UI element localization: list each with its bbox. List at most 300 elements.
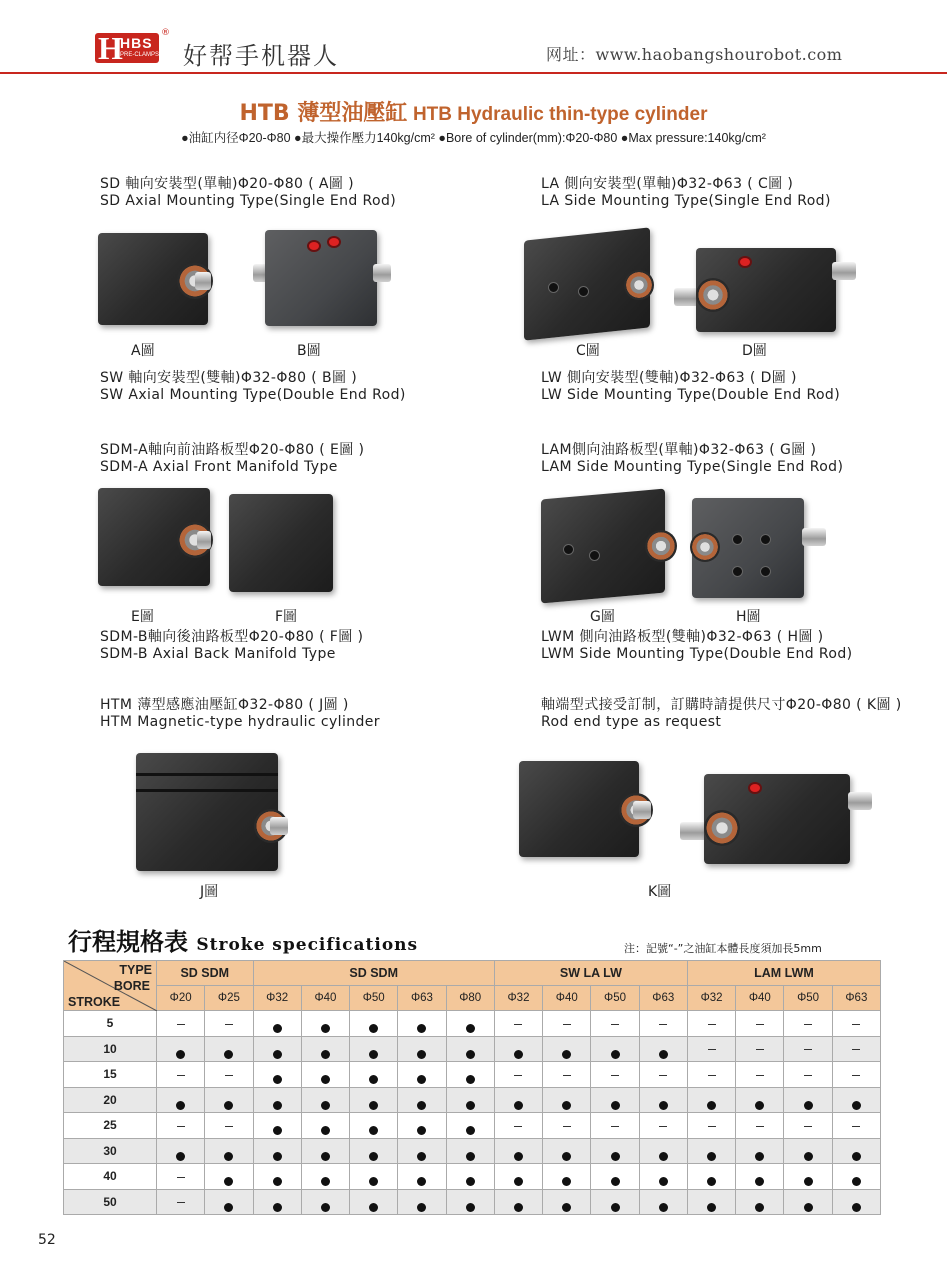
dash-icon	[177, 1202, 185, 1203]
corner-type-label: TYPE	[119, 963, 152, 977]
image-e	[95, 484, 220, 599]
available-dot-icon	[562, 1101, 571, 1110]
available-dot-icon	[466, 1126, 475, 1135]
available-dot-icon	[659, 1050, 668, 1059]
dash-icon	[852, 1075, 860, 1076]
available-dot-icon	[321, 1203, 330, 1212]
group-header: LAM LWM	[687, 961, 880, 986]
bore-header: Φ63	[398, 986, 446, 1011]
available-dot-icon	[321, 1152, 330, 1161]
stroke-title-en: Stroke specifications	[196, 935, 419, 955]
dash-icon	[708, 1024, 716, 1025]
available-dot-icon	[466, 1152, 475, 1161]
extended-cell	[687, 1113, 735, 1139]
extended-cell	[157, 1189, 205, 1215]
available-cell	[446, 1113, 494, 1139]
available-dot-icon	[611, 1203, 620, 1212]
corner-bore-label: BORE	[113, 979, 150, 993]
available-dot-icon	[321, 1050, 330, 1059]
caption-lam-zh: LAM側向油路板型(單軸)Φ32-Φ63 ( G圖 )	[541, 442, 817, 458]
available-cell	[784, 1189, 832, 1215]
extended-cell	[832, 1113, 880, 1139]
caption-lw	[541, 370, 840, 404]
page-subtitle: ●油缸内径Φ20-Φ80 ●最大操作壓力140kg/cm² ●Bore of cylinder(mm):Φ20-Φ80 ●Max pressure:140kg/cm²	[181, 131, 766, 145]
available-cell	[494, 1087, 542, 1113]
stroke-value: 40	[64, 1164, 157, 1190]
available-cell	[253, 1113, 301, 1139]
available-dot-icon	[224, 1050, 233, 1059]
available-dot-icon	[224, 1177, 233, 1186]
caption-lam-en: LAM Side Mounting Type(Single End Rod)	[541, 459, 844, 475]
stroke-title-zh: 行程規格表	[68, 927, 188, 956]
stroke-value: 15	[64, 1062, 157, 1088]
available-dot-icon	[852, 1152, 861, 1161]
available-dot-icon	[321, 1126, 330, 1135]
available-dot-icon	[852, 1101, 861, 1110]
bore-header: Φ40	[736, 986, 784, 1011]
available-cell	[543, 1087, 591, 1113]
table-header-bores	[64, 986, 881, 1011]
available-dot-icon	[321, 1024, 330, 1033]
available-dot-icon	[417, 1024, 426, 1033]
available-cell	[205, 1087, 253, 1113]
available-dot-icon	[417, 1177, 426, 1186]
table-row	[64, 1087, 881, 1113]
dash-icon	[708, 1049, 716, 1050]
available-dot-icon	[562, 1152, 571, 1161]
extended-cell	[687, 1011, 735, 1037]
dash-icon	[804, 1024, 812, 1025]
available-dot-icon	[611, 1152, 620, 1161]
available-dot-icon	[466, 1024, 475, 1033]
available-dot-icon	[273, 1075, 282, 1084]
stroke-note: 注：記號“-”之油缸本體長度須加長5mm	[624, 942, 822, 955]
available-dot-icon	[417, 1126, 426, 1135]
stroke-value: 20	[64, 1087, 157, 1113]
available-cell	[784, 1087, 832, 1113]
available-dot-icon	[466, 1177, 475, 1186]
available-cell	[446, 1164, 494, 1190]
caption-sw	[100, 370, 406, 404]
available-dot-icon	[514, 1177, 523, 1186]
available-cell	[543, 1036, 591, 1062]
available-cell	[398, 1189, 446, 1215]
caption-htm-en: HTM Magnetic-type hydraulic cylinder	[100, 714, 380, 730]
available-cell	[253, 1062, 301, 1088]
caption-sdma	[100, 442, 364, 476]
logo-text: HBS	[120, 35, 153, 51]
figure-label-c: C圖	[576, 343, 600, 359]
dash-icon	[804, 1126, 812, 1127]
available-cell	[687, 1164, 735, 1190]
available-dot-icon	[321, 1101, 330, 1110]
available-cell	[446, 1189, 494, 1215]
available-cell	[591, 1036, 639, 1062]
caption-sd	[100, 176, 396, 210]
caption-sw-zh: SW 軸向安裝型(雙軸)Φ32-Φ80 ( B圖 )	[100, 370, 358, 386]
available-dot-icon	[273, 1050, 282, 1059]
available-cell	[736, 1138, 784, 1164]
available-dot-icon	[659, 1203, 668, 1212]
extended-cell	[494, 1113, 542, 1139]
image-f	[226, 490, 341, 600]
caption-sdma-en: SDM-A Axial Front Manifold Type	[100, 459, 338, 475]
available-cell	[687, 1189, 735, 1215]
available-dot-icon	[659, 1101, 668, 1110]
bore-header: Φ63	[639, 986, 687, 1011]
figure-label-j: J圖	[200, 884, 219, 900]
extended-cell	[832, 1036, 880, 1062]
extended-cell	[832, 1062, 880, 1088]
extended-cell	[543, 1113, 591, 1139]
bore-header: Φ50	[591, 986, 639, 1011]
caption-la	[541, 176, 831, 210]
available-dot-icon	[611, 1177, 620, 1186]
group-header: SD SDM	[253, 961, 494, 986]
caption-htm-zh: HTM 薄型感應油壓缸Φ32-Φ80 ( J圖 )	[100, 697, 349, 713]
available-dot-icon	[224, 1152, 233, 1161]
company-name: 好帮手机器人	[183, 42, 339, 70]
extended-cell	[157, 1164, 205, 1190]
caption-sd-zh: SD 軸向安裝型(單軸)Φ20-Φ80 ( A圖 )	[100, 176, 355, 192]
available-dot-icon	[224, 1101, 233, 1110]
available-cell	[301, 1011, 349, 1037]
available-cell	[398, 1011, 446, 1037]
logo-subtext: PRE-CLAMPS	[120, 52, 160, 58]
available-cell	[350, 1036, 398, 1062]
available-cell	[446, 1062, 494, 1088]
dash-icon	[611, 1126, 619, 1127]
bore-header: Φ25	[205, 986, 253, 1011]
stroke-value: 50	[64, 1189, 157, 1215]
available-cell	[205, 1164, 253, 1190]
figure-label-h: H圖	[736, 609, 761, 625]
table-row	[64, 1164, 881, 1190]
available-dot-icon	[514, 1152, 523, 1161]
dash-icon	[756, 1049, 764, 1050]
available-dot-icon	[514, 1203, 523, 1212]
available-cell	[398, 1113, 446, 1139]
available-cell	[350, 1011, 398, 1037]
website-link[interactable]: 网址：www.haobangshourobot.com	[546, 45, 843, 64]
extended-cell	[591, 1113, 639, 1139]
image-c	[520, 222, 660, 340]
extended-cell	[736, 1036, 784, 1062]
image-k2	[678, 760, 878, 880]
available-cell	[832, 1138, 880, 1164]
caption-lwm-zh: LWM 側向油路板型(雙軸)Φ32-Φ63 ( H圖 )	[541, 629, 824, 645]
available-cell	[639, 1164, 687, 1190]
available-cell	[639, 1087, 687, 1113]
extended-cell	[639, 1011, 687, 1037]
available-cell	[398, 1062, 446, 1088]
dash-icon	[852, 1024, 860, 1025]
dash-icon	[659, 1024, 667, 1025]
available-cell	[736, 1189, 784, 1215]
table-row	[64, 1062, 881, 1088]
extended-cell	[832, 1011, 880, 1037]
available-cell	[398, 1036, 446, 1062]
bore-header: Φ50	[784, 986, 832, 1011]
available-dot-icon	[369, 1101, 378, 1110]
extended-cell	[639, 1113, 687, 1139]
available-dot-icon	[804, 1203, 813, 1212]
available-cell	[543, 1138, 591, 1164]
available-cell	[253, 1164, 301, 1190]
stroke-spec-table	[63, 960, 881, 1215]
available-dot-icon	[176, 1152, 185, 1161]
extended-cell	[205, 1011, 253, 1037]
available-dot-icon	[417, 1075, 426, 1084]
bore-header: Φ32	[687, 986, 735, 1011]
available-cell	[350, 1113, 398, 1139]
dash-icon	[514, 1075, 522, 1076]
extended-cell	[543, 1011, 591, 1037]
available-dot-icon	[707, 1152, 716, 1161]
caption-lwm-en: LWM Side Mounting Type(Double End Rod)	[541, 646, 853, 662]
dash-icon	[225, 1075, 233, 1076]
figure-label-k: K圖	[648, 884, 672, 900]
corner-stroke-label: STROKE	[68, 995, 121, 1009]
header-divider	[0, 72, 947, 74]
available-dot-icon	[611, 1050, 620, 1059]
caption-la-en: LA Side Mounting Type(Single End Rod)	[541, 193, 831, 209]
extended-cell	[784, 1036, 832, 1062]
available-cell	[591, 1164, 639, 1190]
extended-cell	[494, 1062, 542, 1088]
available-dot-icon	[707, 1177, 716, 1186]
available-cell	[687, 1087, 735, 1113]
available-dot-icon	[852, 1177, 861, 1186]
available-cell	[301, 1138, 349, 1164]
available-dot-icon	[466, 1203, 475, 1212]
extended-cell	[736, 1113, 784, 1139]
extended-cell	[784, 1011, 832, 1037]
available-cell	[736, 1164, 784, 1190]
caption-sd-en: SD Axial Mounting Type(Single End Rod)	[100, 193, 397, 209]
bore-header: Φ20	[157, 986, 205, 1011]
bore-header: Φ40	[301, 986, 349, 1011]
available-dot-icon	[369, 1050, 378, 1059]
image-j	[130, 745, 300, 880]
available-dot-icon	[466, 1075, 475, 1084]
dash-icon	[611, 1024, 619, 1025]
image-b	[235, 222, 395, 337]
extended-cell	[205, 1062, 253, 1088]
available-dot-icon	[176, 1050, 185, 1059]
available-dot-icon	[804, 1177, 813, 1186]
available-dot-icon	[562, 1177, 571, 1186]
figure-label-f: F圖	[275, 609, 298, 625]
extended-cell	[639, 1062, 687, 1088]
page-number: 52	[38, 1232, 56, 1248]
available-cell	[832, 1189, 880, 1215]
dash-icon	[563, 1075, 571, 1076]
table-row	[64, 1036, 881, 1062]
dash-icon	[514, 1024, 522, 1025]
extended-cell	[494, 1011, 542, 1037]
available-cell	[639, 1189, 687, 1215]
available-cell	[205, 1036, 253, 1062]
available-cell	[543, 1164, 591, 1190]
available-cell	[639, 1138, 687, 1164]
extended-cell	[591, 1011, 639, 1037]
dash-icon	[756, 1126, 764, 1127]
available-dot-icon	[755, 1152, 764, 1161]
caption-sdmb	[100, 629, 363, 663]
bore-header: Φ50	[350, 986, 398, 1011]
available-cell	[350, 1062, 398, 1088]
figure-label-e: E圖	[131, 609, 154, 625]
available-cell	[350, 1138, 398, 1164]
dash-icon	[804, 1049, 812, 1050]
available-dot-icon	[273, 1126, 282, 1135]
available-cell	[446, 1087, 494, 1113]
extended-cell	[591, 1062, 639, 1088]
dash-icon	[563, 1126, 571, 1127]
available-dot-icon	[273, 1152, 282, 1161]
available-dot-icon	[417, 1050, 426, 1059]
available-cell	[446, 1011, 494, 1037]
available-dot-icon	[562, 1203, 571, 1212]
available-cell	[157, 1036, 205, 1062]
available-dot-icon	[514, 1101, 523, 1110]
extended-cell	[157, 1062, 205, 1088]
caption-lwm	[541, 629, 853, 663]
stroke-value: 5	[64, 1011, 157, 1037]
available-dot-icon	[755, 1177, 764, 1186]
dash-icon	[177, 1126, 185, 1127]
available-cell	[350, 1087, 398, 1113]
available-cell	[398, 1138, 446, 1164]
extended-cell	[205, 1113, 253, 1139]
extended-cell	[687, 1062, 735, 1088]
available-dot-icon	[321, 1075, 330, 1084]
extended-cell	[543, 1062, 591, 1088]
caption-lw-zh: LW 側向安裝型(雙軸)Φ32-Φ63 ( D圖 )	[541, 370, 797, 386]
available-cell	[446, 1138, 494, 1164]
image-k1	[515, 755, 655, 865]
available-cell	[205, 1138, 253, 1164]
available-cell	[350, 1189, 398, 1215]
dash-icon	[804, 1075, 812, 1076]
bore-header: Φ32	[253, 986, 301, 1011]
dash-icon	[708, 1075, 716, 1076]
table-body	[64, 1011, 881, 1215]
available-dot-icon	[273, 1203, 282, 1212]
dash-icon	[177, 1075, 185, 1076]
dash-icon	[514, 1126, 522, 1127]
caption-rod-end	[541, 697, 902, 731]
available-dot-icon	[707, 1101, 716, 1110]
available-cell	[736, 1087, 784, 1113]
available-cell	[398, 1164, 446, 1190]
page-title	[0, 96, 947, 127]
figure-label-a: A圖	[131, 343, 155, 359]
bore-header: Φ32	[494, 986, 542, 1011]
available-cell	[784, 1138, 832, 1164]
image-a	[95, 225, 220, 335]
dash-icon	[225, 1024, 233, 1025]
table-corner	[64, 961, 157, 1011]
available-cell	[253, 1189, 301, 1215]
available-cell	[494, 1138, 542, 1164]
available-dot-icon	[417, 1101, 426, 1110]
figure-label-g: G圖	[590, 609, 615, 625]
extended-cell	[784, 1062, 832, 1088]
caption-sdmb-zh: SDM-B軸向後油路板型Φ20-Φ80 ( F圖 )	[100, 629, 364, 645]
available-dot-icon	[755, 1101, 764, 1110]
dash-icon	[177, 1024, 185, 1025]
available-cell	[494, 1036, 542, 1062]
bore-header: Φ80	[446, 986, 494, 1011]
available-cell	[494, 1164, 542, 1190]
registered-mark: ®	[161, 28, 170, 38]
dash-icon	[177, 1177, 185, 1178]
available-dot-icon	[369, 1177, 378, 1186]
available-cell	[301, 1062, 349, 1088]
image-h	[688, 488, 833, 606]
available-dot-icon	[514, 1050, 523, 1059]
available-dot-icon	[321, 1177, 330, 1186]
available-dot-icon	[466, 1101, 475, 1110]
available-dot-icon	[659, 1152, 668, 1161]
available-dot-icon	[707, 1203, 716, 1212]
logo-letter: H	[98, 30, 123, 66]
available-cell	[253, 1138, 301, 1164]
available-dot-icon	[417, 1152, 426, 1161]
dash-icon	[225, 1126, 233, 1127]
title-en: HTB Hydraulic thin-type cylinder	[412, 104, 708, 125]
available-cell	[591, 1189, 639, 1215]
table-row	[64, 1138, 881, 1164]
stroke-value: 10	[64, 1036, 157, 1062]
available-dot-icon	[611, 1101, 620, 1110]
caption-rod-end-en: Rod end type as request	[541, 714, 722, 730]
caption-rod-end-zh: 軸端型式接受訂制，訂購時請提供尺寸Φ20-Φ80 ( K圖 )	[541, 697, 902, 713]
available-cell	[350, 1164, 398, 1190]
available-cell	[687, 1138, 735, 1164]
available-cell	[398, 1087, 446, 1113]
extended-cell	[736, 1062, 784, 1088]
available-dot-icon	[369, 1126, 378, 1135]
dash-icon	[756, 1075, 764, 1076]
title-zh: HTB 薄型油壓缸	[239, 101, 408, 126]
available-cell	[301, 1164, 349, 1190]
caption-sdmb-en: SDM-B Axial Back Manifold Type	[100, 646, 336, 662]
caption-lam	[541, 442, 843, 476]
stroke-value: 30	[64, 1138, 157, 1164]
extended-cell	[784, 1113, 832, 1139]
available-cell	[253, 1011, 301, 1037]
caption-la-zh: LA 側向安裝型(單軸)Φ32-Φ63 ( C圖 )	[541, 176, 794, 192]
caption-sdma-zh: SDM-A軸向前油路板型Φ20-Φ80 ( E圖 )	[100, 442, 365, 458]
figure-label-d: D圖	[742, 343, 767, 359]
available-cell	[157, 1087, 205, 1113]
dash-icon	[708, 1126, 716, 1127]
bore-header: Φ40	[543, 986, 591, 1011]
available-dot-icon	[273, 1024, 282, 1033]
available-dot-icon	[804, 1101, 813, 1110]
available-dot-icon	[273, 1177, 282, 1186]
dash-icon	[852, 1126, 860, 1127]
available-cell	[301, 1189, 349, 1215]
dash-icon	[659, 1126, 667, 1127]
dash-icon	[756, 1024, 764, 1025]
caption-sw-en: SW Axial Mounting Type(Double End Rod)	[100, 387, 406, 403]
dash-icon	[563, 1024, 571, 1025]
available-cell	[639, 1036, 687, 1062]
